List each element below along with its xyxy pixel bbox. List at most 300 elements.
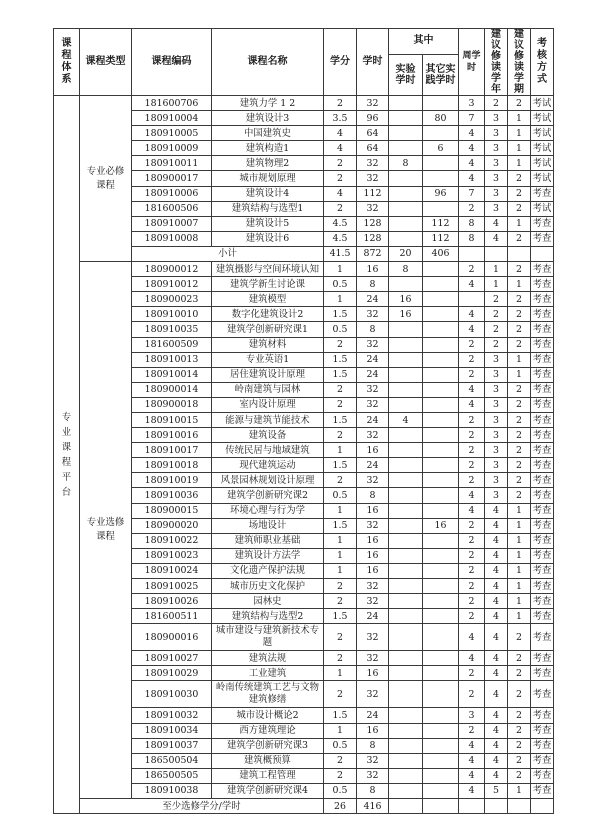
lab-hours: 8 bbox=[389, 156, 423, 171]
required-type-label: 专业必修课程 bbox=[80, 96, 132, 262]
practice-hours bbox=[423, 126, 459, 141]
practice-hours bbox=[423, 428, 459, 443]
course-hours: 16 bbox=[357, 723, 389, 738]
assessment-method: 考查 bbox=[531, 397, 554, 412]
course-credit: 1.5 bbox=[324, 708, 357, 723]
suggested-term: 2 bbox=[508, 738, 531, 753]
course-code: 181600511 bbox=[132, 609, 212, 624]
suggested-term: 1 bbox=[508, 548, 531, 563]
course-credit: 2 bbox=[324, 473, 357, 488]
practice-hours bbox=[423, 624, 459, 651]
header-hours: 学时 bbox=[357, 29, 389, 96]
assessment-method: 考查 bbox=[531, 579, 554, 594]
course-credit: 2 bbox=[324, 96, 357, 111]
course-credit: 1.5 bbox=[324, 352, 357, 367]
suggested-term: 2 bbox=[508, 723, 531, 738]
course-credit: 2 bbox=[324, 156, 357, 171]
subtotal-credit: 41.5 bbox=[324, 246, 357, 261]
suggested-year: 4 bbox=[485, 708, 508, 723]
course-hours: 8 bbox=[357, 488, 389, 503]
course-code: 180910014 bbox=[132, 367, 212, 382]
weekly-hours: 2 bbox=[459, 594, 485, 609]
lab-hours bbox=[389, 708, 423, 723]
course-credit: 4.5 bbox=[324, 216, 357, 231]
course-credit: 0.5 bbox=[324, 322, 357, 337]
assessment-method: 考查 bbox=[531, 783, 554, 798]
assessment-method: 考查 bbox=[531, 518, 554, 533]
weekly-hours: 2 bbox=[459, 666, 485, 681]
course-code: 180910010 bbox=[132, 307, 212, 322]
course-hours: 32 bbox=[357, 624, 389, 651]
weekly-hours: 4 bbox=[459, 156, 485, 171]
lab-hours bbox=[389, 738, 423, 753]
course-code: 180910004 bbox=[132, 111, 212, 126]
assessment-method: 考查 bbox=[531, 609, 554, 624]
weekly-hours: 4 bbox=[459, 503, 485, 518]
practice-hours bbox=[423, 473, 459, 488]
suggested-term: 1 bbox=[508, 783, 531, 798]
header-name: 课程名称 bbox=[212, 29, 324, 96]
weekly-hours: 4 bbox=[459, 783, 485, 798]
suggested-year: 1 bbox=[485, 277, 508, 292]
course-name: 城市设计概论2 bbox=[212, 708, 324, 723]
course-code: 180910013 bbox=[132, 352, 212, 367]
course-hours: 32 bbox=[357, 156, 389, 171]
course-hours: 24 bbox=[357, 367, 389, 382]
assessment-method: 考查 bbox=[531, 563, 554, 578]
practice-hours bbox=[423, 397, 459, 412]
lab-hours bbox=[389, 563, 423, 578]
course-name: 城市建设与建筑新技术专题 bbox=[212, 624, 324, 651]
weekly-hours: 3 bbox=[459, 708, 485, 723]
course-code: 180910027 bbox=[132, 651, 212, 666]
suggested-term: 2 bbox=[508, 96, 531, 111]
course-hours: 32 bbox=[357, 681, 389, 708]
assessment-method: 考查 bbox=[531, 216, 554, 231]
weekly-hours: 2 bbox=[459, 723, 485, 738]
course-name: 建筑法规 bbox=[212, 651, 324, 666]
practice-hours bbox=[423, 768, 459, 783]
minimum-elective-label: 至少选修学分/学时 bbox=[80, 799, 324, 814]
course-code: 180900016 bbox=[132, 624, 212, 651]
suggested-year: 4 bbox=[485, 231, 508, 246]
course-code: 180900018 bbox=[132, 397, 212, 412]
weekly-hours: 2 bbox=[459, 201, 485, 216]
assessment-method: 考试 bbox=[531, 156, 554, 171]
header-weekly: 周学时 bbox=[459, 29, 485, 96]
lab-hours: 4 bbox=[389, 412, 423, 427]
header-platform: 课程体系 bbox=[54, 29, 80, 96]
assessment-method: 考查 bbox=[531, 651, 554, 666]
course-name: 现代建筑运动 bbox=[212, 458, 324, 473]
practice-hours bbox=[423, 412, 459, 427]
course-credit: 0.5 bbox=[324, 738, 357, 753]
course-credit: 1 bbox=[324, 262, 357, 277]
suggested-year: 4 bbox=[485, 216, 508, 231]
weekly-hours: 7 bbox=[459, 186, 485, 201]
lab-hours bbox=[389, 201, 423, 216]
weekly-hours bbox=[459, 292, 485, 307]
practice-hours bbox=[423, 458, 459, 473]
course-credit: 1 bbox=[324, 533, 357, 548]
assessment-method: 考查 bbox=[531, 681, 554, 708]
course-code: 180910030 bbox=[132, 681, 212, 708]
course-code: 180910034 bbox=[132, 723, 212, 738]
suggested-year: 4 bbox=[485, 503, 508, 518]
course-name: 传统民居与地域建筑 bbox=[212, 443, 324, 458]
assessment-method: 考查 bbox=[531, 307, 554, 322]
course-credit: 1 bbox=[324, 723, 357, 738]
course-name: 建筑学创新研究课3 bbox=[212, 738, 324, 753]
suggested-term: 2 bbox=[508, 666, 531, 681]
lab-hours bbox=[389, 609, 423, 624]
assessment-method: 考试 bbox=[531, 111, 554, 126]
course-hours: 32 bbox=[357, 96, 389, 111]
suggested-term: 2 bbox=[508, 473, 531, 488]
assessment-method: 考查 bbox=[531, 624, 554, 651]
practice-hours: 112 bbox=[423, 216, 459, 231]
course-plan-sheet bbox=[53, 28, 553, 814]
practice-hours bbox=[423, 277, 459, 292]
course-hours: 24 bbox=[357, 292, 389, 307]
practice-hours bbox=[423, 666, 459, 681]
suggested-term: 2 bbox=[508, 681, 531, 708]
header-term: 建议修读学期 bbox=[508, 29, 531, 96]
table-row bbox=[54, 262, 554, 277]
practice-hours bbox=[423, 738, 459, 753]
weekly-hours: 4 bbox=[459, 382, 485, 397]
weekly-hours: 2 bbox=[459, 609, 485, 624]
suggested-term: 2 bbox=[508, 651, 531, 666]
course-credit: 0.5 bbox=[324, 488, 357, 503]
suggested-year: 2 bbox=[485, 307, 508, 322]
assessment-method: 考查 bbox=[531, 322, 554, 337]
course-name: 建筑概预算 bbox=[212, 753, 324, 768]
course-name: 能源与建筑节能技术 bbox=[212, 412, 324, 427]
suggested-year: 3 bbox=[485, 458, 508, 473]
course-credit: 4 bbox=[324, 186, 357, 201]
course-credit: 2 bbox=[324, 201, 357, 216]
suggested-year: 3 bbox=[485, 156, 508, 171]
weekly-hours: 2 bbox=[459, 518, 485, 533]
course-code: 180900015 bbox=[132, 503, 212, 518]
practice-hours bbox=[423, 382, 459, 397]
practice-hours: 96 bbox=[423, 186, 459, 201]
weekly-hours: 2 bbox=[459, 367, 485, 382]
suggested-year: 4 bbox=[485, 533, 508, 548]
weekly-hours: 4 bbox=[459, 126, 485, 141]
assessment-method: 考查 bbox=[531, 262, 554, 277]
practice-hours bbox=[423, 322, 459, 337]
course-code: 180910016 bbox=[132, 428, 212, 443]
suggested-term: 2 bbox=[508, 397, 531, 412]
lab-hours bbox=[389, 548, 423, 563]
assessment-method: 考查 bbox=[531, 533, 554, 548]
empty-cell bbox=[508, 246, 531, 261]
practice-hours bbox=[423, 443, 459, 458]
assessment-method: 考查 bbox=[531, 768, 554, 783]
course-code: 180910017 bbox=[132, 443, 212, 458]
course-credit: 4.5 bbox=[324, 231, 357, 246]
assessment-method: 考试 bbox=[531, 201, 554, 216]
lab-hours bbox=[389, 367, 423, 382]
course-hours: 64 bbox=[357, 126, 389, 141]
lab-hours bbox=[389, 503, 423, 518]
assessment-method: 考查 bbox=[531, 738, 554, 753]
empty-cell bbox=[389, 799, 423, 814]
course-code: 186500504 bbox=[132, 753, 212, 768]
practice-hours bbox=[423, 156, 459, 171]
lab-hours bbox=[389, 186, 423, 201]
assessment-method: 考查 bbox=[531, 473, 554, 488]
empty-cell bbox=[423, 799, 459, 814]
table-row bbox=[54, 96, 554, 111]
course-name: 中国建筑史 bbox=[212, 126, 324, 141]
course-code: 180910009 bbox=[132, 141, 212, 156]
course-credit: 2 bbox=[324, 397, 357, 412]
assessment-method: 考查 bbox=[531, 548, 554, 563]
course-hours: 32 bbox=[357, 594, 389, 609]
weekly-hours: 4 bbox=[459, 307, 485, 322]
course-code: 180910019 bbox=[132, 473, 212, 488]
weekly-hours: 2 bbox=[459, 533, 485, 548]
course-code: 181600509 bbox=[132, 337, 212, 352]
course-hours: 8 bbox=[357, 277, 389, 292]
course-name: 建筑模型 bbox=[212, 292, 324, 307]
lab-hours bbox=[389, 624, 423, 651]
course-name: 专业英语1 bbox=[212, 352, 324, 367]
suggested-term: 1 bbox=[508, 156, 531, 171]
weekly-hours: 2 bbox=[459, 548, 485, 563]
weekly-hours: 2 bbox=[459, 473, 485, 488]
course-hours: 32 bbox=[357, 307, 389, 322]
lab-hours bbox=[389, 681, 423, 708]
suggested-term: 2 bbox=[508, 412, 531, 427]
assessment-method: 考查 bbox=[531, 382, 554, 397]
suggested-year: 5 bbox=[485, 783, 508, 798]
weekly-hours: 2 bbox=[459, 681, 485, 708]
weekly-hours: 4 bbox=[459, 738, 485, 753]
practice-hours bbox=[423, 367, 459, 382]
course-name: 工业建筑 bbox=[212, 666, 324, 681]
suggested-year: 2 bbox=[485, 292, 508, 307]
weekly-hours: 7 bbox=[459, 111, 485, 126]
weekly-hours: 4 bbox=[459, 171, 485, 186]
course-code: 181600706 bbox=[132, 96, 212, 111]
weekly-hours: 4 bbox=[459, 488, 485, 503]
suggested-year: 3 bbox=[485, 171, 508, 186]
lab-hours bbox=[389, 111, 423, 126]
suggested-year: 4 bbox=[485, 563, 508, 578]
platform-label: 专业课程平台 bbox=[54, 96, 80, 814]
course-code: 180910007 bbox=[132, 216, 212, 231]
practice-hours: 16 bbox=[423, 518, 459, 533]
course-name: 岭南建筑与园林 bbox=[212, 382, 324, 397]
weekly-hours: 4 bbox=[459, 322, 485, 337]
course-hours: 16 bbox=[357, 548, 389, 563]
course-name: 建筑设计3 bbox=[212, 111, 324, 126]
suggested-year: 3 bbox=[485, 126, 508, 141]
suggested-year: 3 bbox=[485, 141, 508, 156]
lab-hours bbox=[389, 579, 423, 594]
course-code: 180910036 bbox=[132, 488, 212, 503]
course-credit: 1.5 bbox=[324, 609, 357, 624]
minimum-elective-credit: 26 bbox=[324, 799, 357, 814]
suggested-term: 1 bbox=[508, 579, 531, 594]
course-code: 180910037 bbox=[132, 738, 212, 753]
course-code: 180910022 bbox=[132, 533, 212, 548]
course-name: 建筑学创新研究课2 bbox=[212, 488, 324, 503]
weekly-hours: 2 bbox=[459, 337, 485, 352]
course-credit: 2 bbox=[324, 651, 357, 666]
course-hours: 32 bbox=[357, 337, 389, 352]
course-code: 186500505 bbox=[132, 768, 212, 783]
suggested-term: 2 bbox=[508, 768, 531, 783]
subtotal-practice-hours: 406 bbox=[423, 246, 459, 261]
empty-cell bbox=[531, 799, 554, 814]
course-credit: 2 bbox=[324, 768, 357, 783]
course-hours: 32 bbox=[357, 518, 389, 533]
lab-hours bbox=[389, 488, 423, 503]
practice-hours bbox=[423, 579, 459, 594]
empty-cell bbox=[459, 246, 485, 261]
practice-hours bbox=[423, 96, 459, 111]
course-rows bbox=[54, 96, 554, 814]
course-name: 室内设计原理 bbox=[212, 397, 324, 412]
suggested-term: 2 bbox=[508, 171, 531, 186]
course-code: 180900017 bbox=[132, 171, 212, 186]
course-hours: 16 bbox=[357, 503, 389, 518]
practice-hours bbox=[423, 337, 459, 352]
suggested-year: 4 bbox=[485, 768, 508, 783]
suggested-term: 1 bbox=[508, 216, 531, 231]
course-name: 文化遗产保护法规 bbox=[212, 563, 324, 578]
course-hours: 32 bbox=[357, 201, 389, 216]
course-name: 建筑工程管理 bbox=[212, 768, 324, 783]
suggested-year: 4 bbox=[485, 624, 508, 651]
assessment-method: 考查 bbox=[531, 443, 554, 458]
assessment-method: 考查 bbox=[531, 594, 554, 609]
course-name: 数字化建筑设计2 bbox=[212, 307, 324, 322]
course-hours: 32 bbox=[357, 768, 389, 783]
header-year: 建议修读学年 bbox=[485, 29, 508, 96]
course-hours: 24 bbox=[357, 412, 389, 427]
weekly-hours: 2 bbox=[459, 443, 485, 458]
course-name: 建筑设计5 bbox=[212, 216, 324, 231]
course-hours: 8 bbox=[357, 322, 389, 337]
lab-hours: 8 bbox=[389, 262, 423, 277]
suggested-term: 1 bbox=[508, 367, 531, 382]
weekly-hours: 2 bbox=[459, 458, 485, 473]
suggested-term: 2 bbox=[508, 322, 531, 337]
suggested-year: 4 bbox=[485, 723, 508, 738]
course-code: 180910005 bbox=[132, 126, 212, 141]
course-code: 180910026 bbox=[132, 594, 212, 609]
lab-hours: 16 bbox=[389, 292, 423, 307]
course-credit: 2 bbox=[324, 428, 357, 443]
suggested-year: 4 bbox=[485, 594, 508, 609]
header-practice: 其它实践学时 bbox=[423, 54, 459, 95]
header-type: 课程类型 bbox=[80, 29, 132, 96]
lab-hours bbox=[389, 352, 423, 367]
weekly-hours: 8 bbox=[459, 216, 485, 231]
suggested-term: 2 bbox=[508, 624, 531, 651]
weekly-hours: 2 bbox=[459, 428, 485, 443]
suggested-term: 1 bbox=[508, 141, 531, 156]
lab-hours bbox=[389, 141, 423, 156]
weekly-hours: 4 bbox=[459, 624, 485, 651]
suggested-year: 4 bbox=[485, 548, 508, 563]
course-credit: 1 bbox=[324, 563, 357, 578]
course-hours: 32 bbox=[357, 428, 389, 443]
weekly-hours: 4 bbox=[459, 651, 485, 666]
course-code: 180910011 bbox=[132, 156, 212, 171]
course-code: 180900020 bbox=[132, 518, 212, 533]
course-hours: 16 bbox=[357, 262, 389, 277]
suggested-year: 3 bbox=[485, 201, 508, 216]
practice-hours bbox=[423, 783, 459, 798]
practice-hours bbox=[423, 503, 459, 518]
course-hours: 32 bbox=[357, 753, 389, 768]
course-name: 西方建筑理论 bbox=[212, 723, 324, 738]
suggested-year: 2 bbox=[485, 96, 508, 111]
course-credit: 1.5 bbox=[324, 518, 357, 533]
lab-hours bbox=[389, 518, 423, 533]
practice-hours bbox=[423, 609, 459, 624]
course-code: 180910018 bbox=[132, 458, 212, 473]
course-credit: 1.5 bbox=[324, 412, 357, 427]
course-name: 建筑力学 1 2 bbox=[212, 96, 324, 111]
suggested-year: 4 bbox=[485, 609, 508, 624]
assessment-method: 考查 bbox=[531, 277, 554, 292]
assessment-method: 考试 bbox=[531, 171, 554, 186]
assessment-method: 考查 bbox=[531, 708, 554, 723]
course-code: 180910008 bbox=[132, 231, 212, 246]
header-lab: 实验学时 bbox=[389, 54, 423, 95]
suggested-term: 2 bbox=[508, 231, 531, 246]
course-name: 岭南传统建筑工艺与文物建筑修缮 bbox=[212, 681, 324, 708]
suggested-year: 3 bbox=[485, 443, 508, 458]
subtotal-lab-hours: 20 bbox=[389, 246, 423, 261]
course-name: 建筑结构与选型2 bbox=[212, 609, 324, 624]
course-hours: 64 bbox=[357, 141, 389, 156]
course-code: 180910035 bbox=[132, 322, 212, 337]
course-name: 建筑设计4 bbox=[212, 186, 324, 201]
lab-hours bbox=[389, 231, 423, 246]
course-name: 风景园林规划设计原理 bbox=[212, 473, 324, 488]
course-credit: 4 bbox=[324, 126, 357, 141]
lab-hours bbox=[389, 443, 423, 458]
course-name: 居住建筑设计原理 bbox=[212, 367, 324, 382]
suggested-term: 2 bbox=[508, 262, 531, 277]
course-hours: 8 bbox=[357, 738, 389, 753]
practice-hours bbox=[423, 563, 459, 578]
weekly-hours: 4 bbox=[459, 141, 485, 156]
practice-hours bbox=[423, 201, 459, 216]
suggested-term: 2 bbox=[508, 292, 531, 307]
empty-cell bbox=[531, 246, 554, 261]
suggested-year: 3 bbox=[485, 488, 508, 503]
suggested-year: 1 bbox=[485, 262, 508, 277]
assessment-method: 考查 bbox=[531, 458, 554, 473]
course-hours: 112 bbox=[357, 186, 389, 201]
weekly-hours: 4 bbox=[459, 753, 485, 768]
elective-type-label: 专业选修课程 bbox=[80, 262, 132, 799]
course-credit: 4 bbox=[324, 141, 357, 156]
course-code: 180910032 bbox=[132, 708, 212, 723]
suggested-term: 1 bbox=[508, 594, 531, 609]
course-credit: 3.5 bbox=[324, 111, 357, 126]
